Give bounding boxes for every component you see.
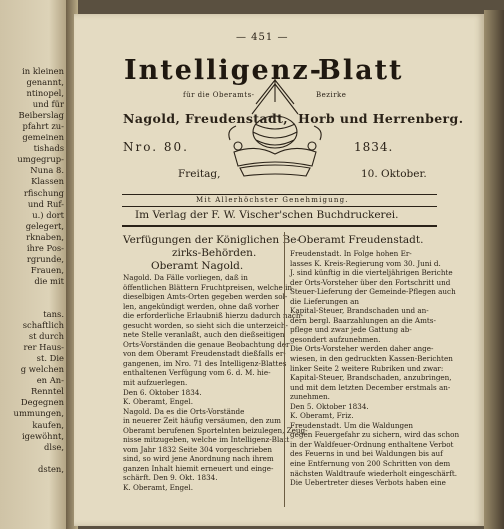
- previous-page-line: tans.: [43, 309, 64, 320]
- issue-date: 10. Oktober.: [361, 168, 427, 180]
- col2-text-line: der Orts-Vorsteher über den Fortschritt und: [290, 277, 451, 287]
- previous-page-line: rgrunde,: [26, 253, 64, 264]
- previous-page-line: [2, 298, 64, 309]
- col1-text-line: K. Oberamt, Engel.: [123, 397, 193, 407]
- column-divider: [284, 232, 285, 507]
- previous-page-line: igewöhnt,: [21, 430, 64, 441]
- previous-page-line: schaftlich: [22, 320, 64, 331]
- col2-text-line: Die Orts-Vorsteher werden daher ange-: [290, 344, 434, 354]
- col2-text-line: dern bergl. Baarzahlungen an die Amts-: [290, 315, 436, 325]
- col2-text-line: des Feuerns in und bei Waldungen bis auf: [290, 449, 443, 459]
- previous-page-line: [2, 453, 64, 464]
- col1-text-line: nete Stelle veranlaßt, auch den dießseitigen: [123, 330, 285, 340]
- col1-text-line: in neuerer Zeit häufig versäumen, den zum: [123, 416, 281, 426]
- previous-page-line: ummungen,: [13, 408, 64, 419]
- previous-page-line: Degegnen: [20, 397, 64, 408]
- previous-page-line: st durch: [28, 331, 64, 342]
- col2-text-line: Freudenstadt. In Folge hohen Er-: [290, 249, 412, 258]
- col2-text-line: pflege und zwar jede Gattung ab-: [290, 325, 412, 335]
- previous-page-line: ihre Pos-: [26, 242, 64, 253]
- previous-page-line: genannt,: [26, 77, 64, 88]
- col2-text-line: lasses K. Kreis-Regierung vom 30. Juni d.: [290, 258, 441, 268]
- col2-text-line: linker Seite 2 weitere Rubriken und zwar:: [290, 363, 444, 373]
- col1-text-line: K. Oberamt, Engel.: [123, 483, 193, 493]
- previous-page-line: ntinopel,: [26, 88, 64, 99]
- col1-section-heading: Oberamt Nagold.: [151, 260, 244, 272]
- col2-text-line: zunehmen.: [290, 392, 330, 402]
- masthead-rule-top: [122, 194, 437, 195]
- previous-page-line: [2, 287, 64, 298]
- masthead-place-left: Nagold, Freudenstadt,: [123, 111, 289, 126]
- previous-page-line: st. Die: [36, 353, 64, 364]
- masthead-rule-middle: [122, 206, 437, 207]
- col1-text-line: len, angekündigt werden, ohne daß vorher: [123, 301, 279, 311]
- previous-page-edge: [0, 0, 70, 529]
- masthead-subtitle-right: Bezirke: [316, 91, 347, 99]
- col2-section-heading: Oberamt Freudenstadt.: [298, 234, 424, 246]
- col2-text-line: wiesen, in den gedruckten Kassen-Berichten: [290, 354, 453, 364]
- col2-text-line: K. Oberamt, Friz.: [290, 411, 354, 421]
- col1-body: [123, 273, 308, 493]
- previous-page-line: kaufen,: [32, 419, 64, 430]
- col2-text-line: und mit dem letzten December erstmals an-: [290, 382, 451, 392]
- issue-number: Nro. 80.: [123, 140, 189, 154]
- previous-page-line: Renntel: [30, 386, 64, 397]
- col1-text-line: ganzen Inhalt hiemit erneuert und einge-: [123, 463, 274, 473]
- previous-page-line: Beiberslag: [18, 110, 64, 121]
- col1-text-line: enthaltenen Verfügung vom 6. d. M. hie-: [123, 368, 271, 378]
- col2-text-line: Die Uebertreter dieses Verbots haben eine: [290, 478, 446, 488]
- page-edge: [484, 10, 504, 529]
- col2-text-line: gegen Feuergefahr zu sichern, wird das schon: [290, 430, 460, 440]
- col1-text-line: dieselbigen Amts-Orten gegeben werden sol-: [123, 292, 288, 302]
- col1-text-line: Nagold. Da es die Orts-Vorstände: [123, 406, 245, 416]
- col1-heading-line2: zirks-Behörden.: [172, 247, 257, 259]
- col1-text-line: gangenen, im Nro. 71 des Intelligenz-Blattes: [123, 358, 287, 368]
- col2-text-line: Kapital-Steuer, Brandschaden, anzubringen,: [290, 373, 452, 383]
- col1-heading-line1: Verfügungen der Königlichen Be-: [123, 234, 300, 246]
- col1-text-line: von dem Oberamt Freudenstadt dießfalls er-: [123, 349, 286, 359]
- col2-text-line: Den 5. Oktober 1834.: [290, 401, 369, 411]
- previous-page-line: dlse,: [44, 441, 64, 452]
- previous-page-line: rknaben,: [26, 231, 64, 242]
- col2-text-line: Kapital-Steuer, Brandschaden und an-: [290, 306, 429, 316]
- col2-text-line: eine Entfernung von 200 Schritten von dem: [290, 459, 451, 469]
- masthead-subtitle-left: für die Oberamts-: [183, 91, 255, 99]
- col2-text-line: in der Waldfeuer-Ordnung enthaltene Verbot: [290, 439, 454, 449]
- issue-weekday: Freitag,: [178, 168, 221, 180]
- previous-page-line: und für: [32, 99, 64, 110]
- masthead-emblem: [226, 74, 324, 190]
- col1-text-line: die erforderliche Erlaubniß hierzu dadurch nach-: [123, 311, 303, 321]
- col1-text-line: Oberamt berufenen Sportelnten beizulegen, Zeug-: [123, 425, 308, 435]
- masthead-title-left: Intelligenz-: [124, 55, 323, 86]
- col2-text-line: nächsten Waldtraufe wiederholt eingeschärft.: [290, 468, 458, 478]
- previous-page-line: rer Haus-: [23, 342, 64, 353]
- previous-page-line: in kleinen: [22, 66, 64, 76]
- previous-page-line: gelegert,: [25, 220, 64, 231]
- col2-text-line: Freudenstadt. Um die Waldungen: [290, 420, 413, 430]
- previous-page-line: umgegrup-: [17, 154, 64, 165]
- col2-text-line: J. sind künftig in die vierteljährigen Berichte: [290, 268, 453, 278]
- previous-page-line: Nuna 8.: [30, 165, 64, 176]
- previous-page-line: pfahrt zu-: [22, 121, 64, 132]
- previous-page-line: gemeinen: [22, 132, 64, 143]
- previous-page-line: g welchen: [20, 364, 64, 375]
- col1-text-line: mit aufzuerlegen.: [123, 378, 188, 388]
- publisher-line: Im Verlag der F. W. Vischer'schen Buchdruckerei.: [135, 209, 399, 221]
- col1-text-line: Orts-Vorständen die genaue Beobachtung der: [123, 339, 290, 349]
- permission-line: Mit Allerhöchster Genehmigung.: [196, 196, 349, 204]
- col1-text-line: Nagold. Da Fälle vorliegen, daß in: [123, 273, 248, 282]
- col1-text-line: öffentlichen Blättern Fruchtpreisen, welche in: [123, 282, 293, 292]
- col2-body: [290, 249, 460, 488]
- col2-text-line: gesondert aufzunehmen.: [290, 334, 381, 344]
- col1-text-line: gesucht worden, so sieht sich die unterzeich-: [123, 320, 288, 330]
- page-number: — 451 —: [236, 32, 289, 43]
- col2-text-line: die Lieferungen an: [290, 296, 360, 306]
- previous-page-text: [2, 66, 64, 475]
- col1-text-line: Den 6. Oktober 1834.: [123, 387, 202, 397]
- previous-page-line: Klassen: [31, 176, 64, 187]
- masthead-place-right: Horb und Herrenberg.: [298, 111, 464, 126]
- previous-page-line: rfischung: [23, 187, 64, 198]
- col1-text-line: vom Jahr 1832 Seite 304 vorgeschrieben: [123, 444, 272, 454]
- previous-page-line: die mit: [34, 275, 64, 286]
- previous-page-line: Frauen,: [30, 264, 64, 275]
- previous-page-line: u.) dort: [32, 209, 64, 220]
- masthead-title-right: Blatt: [318, 55, 404, 86]
- previous-page-line: en An-: [36, 375, 64, 386]
- col1-text-line: schärft. Den 9. Okt. 1834.: [123, 473, 218, 483]
- masthead-rule-bottom: [122, 225, 437, 227]
- issue-year: 1834.: [354, 140, 394, 154]
- previous-page-line: und Ruf-: [27, 198, 64, 209]
- col1-text-line: sind, so wird jene Anordnung nach ihrem: [123, 454, 274, 464]
- previous-page-line: tishads: [33, 143, 64, 154]
- previous-page-line: dsten,: [37, 463, 64, 474]
- col2-text-line: Steuer-Lieferung der Gemeinde-Pflegen auch: [290, 287, 456, 297]
- col1-text-line: nisse mitzugeben, welche im Intelligenz-Blatt: [123, 435, 290, 445]
